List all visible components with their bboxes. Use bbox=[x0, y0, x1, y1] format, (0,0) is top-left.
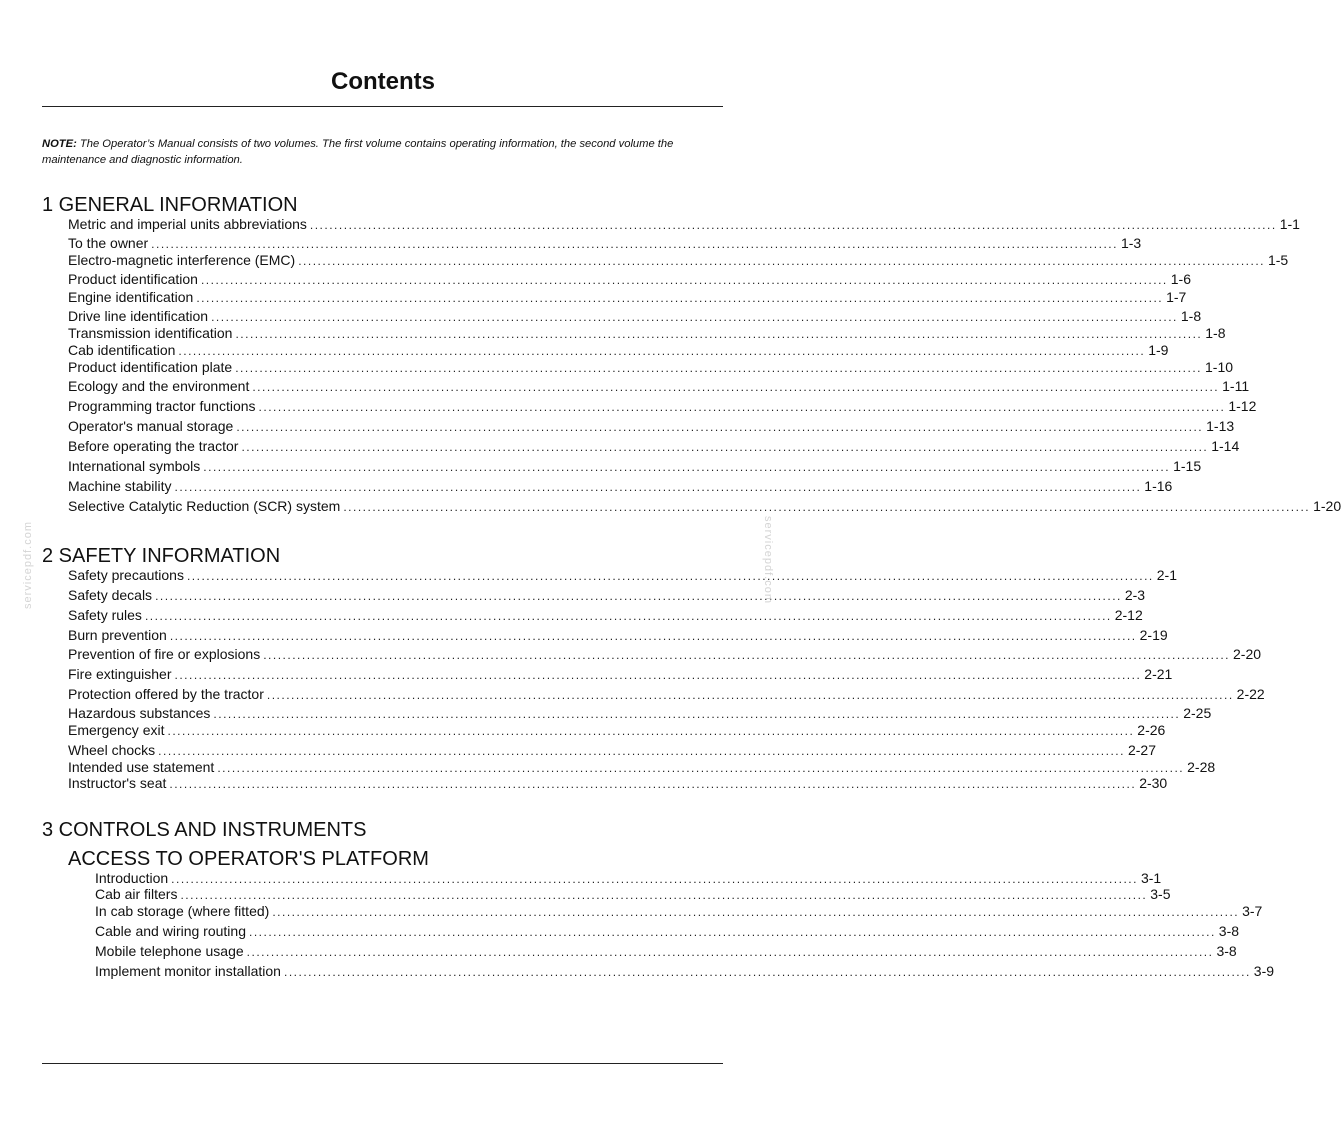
toc-entry[interactable] bbox=[68, 289, 1187, 307]
dot-leader: ........................................................................................................................................................................................................ bbox=[258, 400, 1226, 414]
dot-leader: ........................................................................................................................................................................................................ bbox=[174, 668, 1142, 682]
page-title: Contents bbox=[331, 68, 435, 95]
dot-leader: ........................................................................................................................................................................................................ bbox=[241, 440, 1209, 454]
dot-leader: ........................................................................................................................................................................................................ bbox=[343, 500, 1311, 514]
toc-entry-page: 1-11 bbox=[1222, 378, 1250, 394]
dot-leader: ........................................................................................................................................................................................................ bbox=[235, 327, 1203, 341]
toc-entry-page: 2-20 bbox=[1233, 646, 1262, 662]
toc-entry[interactable] bbox=[68, 498, 1341, 516]
toc-entry-page: 3-8 bbox=[1216, 943, 1237, 959]
toc-entry[interactable] bbox=[95, 963, 1275, 981]
toc-entry-title: In cab storage (where fitted) bbox=[95, 903, 270, 919]
toc-entry-title: Electro-magnetic interference (EMC) bbox=[68, 252, 296, 268]
dot-leader: ........................................................................................................................................................................................................ bbox=[272, 905, 1240, 919]
dot-leader: ........................................................................................................................................................................................................ bbox=[252, 380, 1220, 394]
toc-entry-page: 1-8 bbox=[1180, 308, 1202, 324]
dot-leader: ........................................................................................................................................................................................................ bbox=[211, 310, 1178, 324]
toc-entry-title: Operator's manual storage bbox=[68, 418, 234, 434]
toc-entry-page: 1-13 bbox=[1206, 418, 1235, 434]
toc-entry-title: Ecology and the environment bbox=[68, 378, 250, 394]
toc-entry-title: Prevention of fire or explosions bbox=[68, 646, 261, 662]
toc-entry[interactable] bbox=[68, 438, 1240, 456]
toc-entry[interactable] bbox=[68, 775, 1168, 793]
dot-leader: ........................................................................................................................................................................................................ bbox=[158, 744, 1125, 758]
dot-leader: ........................................................................................................................................................................................................ bbox=[169, 629, 1137, 643]
toc-entry[interactable] bbox=[68, 342, 1169, 360]
dot-leader: ........................................................................................................................................................................................................ bbox=[171, 872, 1138, 886]
toc-entry-title: Introduction bbox=[95, 870, 169, 886]
toc-entry-page: 1-8 bbox=[1205, 325, 1226, 341]
toc-entry-page: 1-6 bbox=[1170, 271, 1191, 287]
watermark-right: servicepdf.com bbox=[762, 516, 774, 604]
dot-leader: ........................................................................................................................................................................................................ bbox=[309, 218, 1277, 232]
toc-entry[interactable] bbox=[68, 271, 1191, 289]
note bbox=[42, 136, 732, 168]
dot-leader: ........................................................................................................................................................................................................ bbox=[283, 965, 1251, 979]
toc-entry-title: Intended use statement bbox=[68, 759, 215, 775]
dot-leader: ........................................................................................................................................................................................................ bbox=[217, 761, 1185, 775]
watermark-left: servicepdf.com bbox=[22, 521, 34, 609]
toc-entry-title: Safety precautions bbox=[68, 567, 184, 583]
toc-entry[interactable] bbox=[68, 308, 1202, 326]
toc-entry-page: 3-7 bbox=[1242, 903, 1263, 919]
toc-entry-page: 1-1 bbox=[1279, 216, 1300, 232]
toc-entry-title: Cab air filters bbox=[95, 886, 178, 902]
dot-leader: ........................................................................................................................................................................................................ bbox=[155, 589, 1122, 603]
toc-entry-page: 1-12 bbox=[1228, 398, 1257, 414]
toc-entry-title: Safety rules bbox=[68, 607, 142, 623]
toc-entry-title: Product identification bbox=[68, 271, 198, 287]
toc-entry[interactable] bbox=[68, 567, 1177, 585]
toc-entry-page: 3-8 bbox=[1218, 923, 1240, 939]
dot-leader: ........................................................................................................................................................................................................ bbox=[186, 569, 1154, 583]
toc-entry-page: 2-26 bbox=[1137, 722, 1166, 738]
section-heading-general: 1 GENERAL INFORMATION bbox=[42, 194, 298, 216]
toc-entry[interactable] bbox=[95, 943, 1237, 961]
toc-entry-title: Engine identification bbox=[68, 289, 194, 305]
toc-entry[interactable] bbox=[68, 478, 1173, 496]
toc-entry[interactable] bbox=[68, 607, 1143, 625]
toc-entry-page: 2-3 bbox=[1124, 587, 1146, 603]
toc-entry-title: Product identification plate bbox=[68, 359, 233, 375]
section-heading-controls: 3 CONTROLS AND INSTRUMENTS bbox=[42, 819, 367, 841]
dot-leader: ........................................................................................................................................................................................................ bbox=[203, 460, 1171, 474]
dot-leader: ........................................................................................................................................................................................................ bbox=[236, 420, 1204, 434]
toc-entry-page: 1-14 bbox=[1211, 438, 1240, 454]
toc-entry[interactable] bbox=[68, 458, 1202, 476]
dot-leader: ........................................................................................................................................................................................................ bbox=[174, 480, 1142, 494]
toc-entry-page: 2-21 bbox=[1144, 666, 1173, 682]
section-heading-safety: 2 SAFETY INFORMATION bbox=[42, 545, 281, 567]
toc-entry[interactable] bbox=[68, 398, 1257, 416]
toc-entry-page: 2-1 bbox=[1156, 567, 1177, 583]
dot-leader: ........................................................................................................................................................................................................ bbox=[263, 648, 1231, 662]
toc-entry[interactable] bbox=[68, 418, 1235, 436]
toc-entry-title: Programming tractor functions bbox=[68, 398, 256, 414]
toc-entry[interactable] bbox=[68, 359, 1234, 377]
toc-entry-page: 2-27 bbox=[1127, 742, 1156, 758]
toc-entry-page: 2-30 bbox=[1139, 775, 1168, 791]
toc-entry-title: Selective Catalytic Reduction (SCR) system bbox=[68, 498, 341, 514]
toc-entry-page: 2-25 bbox=[1183, 705, 1212, 721]
dot-leader: ........................................................................................................................................................................................................ bbox=[169, 777, 1137, 791]
toc-entry[interactable] bbox=[68, 742, 1156, 760]
toc-entry-title: International symbols bbox=[68, 458, 201, 474]
toc-entry-title: Burn prevention bbox=[68, 627, 167, 643]
dot-leader: ........................................................................................................................................................................................................ bbox=[180, 888, 1148, 902]
toc-entry-title: Hazardous substances bbox=[68, 705, 211, 721]
toc-entry-page: 2-19 bbox=[1139, 627, 1168, 643]
toc-entry[interactable] bbox=[68, 627, 1168, 645]
toc-entry-page: 1-5 bbox=[1267, 252, 1289, 268]
toc-entry[interactable] bbox=[68, 587, 1146, 605]
dot-leader: ........................................................................................................................................................................................................ bbox=[246, 945, 1214, 959]
toc-entry-page: 1-9 bbox=[1148, 342, 1169, 358]
toc-entry[interactable] bbox=[95, 923, 1240, 941]
toc-entry[interactable] bbox=[68, 646, 1262, 664]
toc-entry-page: 1-3 bbox=[1120, 235, 1142, 251]
dot-leader: ........................................................................................................................................................................................................ bbox=[298, 254, 1265, 268]
toc-entry-title: Cable and wiring routing bbox=[95, 923, 246, 939]
toc-entry-title: Wheel chocks bbox=[68, 742, 156, 758]
toc-entry[interactable] bbox=[68, 235, 1142, 253]
toc-entry[interactable] bbox=[95, 886, 1171, 904]
note-label: NOTE: bbox=[42, 138, 77, 150]
toc-entry-page: 1-16 bbox=[1144, 478, 1173, 494]
toc-entry-page: 2-28 bbox=[1187, 759, 1216, 775]
toc-entry[interactable] bbox=[68, 378, 1250, 396]
toc-entry-page: 1-15 bbox=[1173, 458, 1202, 474]
toc-entry-title: Metric and imperial units abbreviations bbox=[68, 216, 307, 232]
toc-entry[interactable] bbox=[68, 216, 1300, 234]
toc-entry-title: Safety decals bbox=[68, 587, 153, 603]
toc-entry-title: Implement monitor installation bbox=[95, 963, 281, 979]
toc-entry-title: Machine stability bbox=[68, 478, 172, 494]
toc-entry[interactable] bbox=[68, 722, 1166, 740]
toc-entry[interactable] bbox=[68, 666, 1173, 684]
dot-leader: ........................................................................................................................................................................................................ bbox=[200, 273, 1168, 287]
toc-entry[interactable] bbox=[68, 705, 1212, 723]
dot-leader: ........................................................................................................................................................................................................ bbox=[178, 344, 1146, 358]
dot-leader: ........................................................................................................................................................................................................ bbox=[151, 237, 1118, 251]
footer-rule bbox=[42, 1063, 723, 1064]
note-text: The Operator’s Manual consists of two volumes. The first volume contains operating information, the second volume the maintenance and diagnostic information. bbox=[42, 138, 674, 166]
toc-entry-title: Emergency exit bbox=[68, 722, 165, 738]
dot-leader: ........................................................................................................................................................................................................ bbox=[167, 724, 1135, 738]
dot-leader: ........................................................................................................................................................................................................ bbox=[235, 361, 1203, 375]
toc-entry-title: Cab identification bbox=[68, 342, 176, 358]
dot-leader: ........................................................................................................................................................................................................ bbox=[266, 688, 1234, 702]
toc-entry[interactable] bbox=[68, 325, 1226, 343]
toc-entry-title: Instructor's seat bbox=[68, 775, 167, 791]
toc-entry-title: Fire extinguisher bbox=[68, 666, 172, 682]
toc-entry[interactable] bbox=[68, 686, 1265, 704]
toc-entry-title: Before operating the tractor bbox=[68, 438, 239, 454]
toc-entry-title: Drive line identification bbox=[68, 308, 209, 324]
toc-entry-page: 1-10 bbox=[1205, 359, 1234, 375]
toc-entry-page: 3-5 bbox=[1150, 886, 1171, 902]
toc-entry-page: 2-12 bbox=[1114, 607, 1143, 623]
toc-entry-page: 2-22 bbox=[1236, 686, 1265, 702]
toc-entry-title: Protection offered by the tractor bbox=[68, 686, 264, 702]
toc-entry-title: Transmission identification bbox=[68, 325, 233, 341]
toc-entry[interactable] bbox=[68, 252, 1289, 270]
subsection-heading-access: ACCESS TO OPERATOR'S PLATFORM bbox=[68, 848, 429, 870]
toc-entry-page: 1-7 bbox=[1166, 289, 1187, 305]
dot-leader: ........................................................................................................................................................................................................ bbox=[248, 925, 1216, 939]
toc-entry-page: 3-9 bbox=[1253, 963, 1275, 979]
dot-leader: ........................................................................................................................................................................................................ bbox=[144, 609, 1112, 623]
title-rule bbox=[42, 106, 723, 107]
dot-leader: ........................................................................................................................................................................................................ bbox=[196, 291, 1164, 305]
toc-entry[interactable] bbox=[95, 903, 1263, 921]
toc-entry-title: To the owner bbox=[68, 235, 149, 251]
toc-entry-page: 3-1 bbox=[1140, 870, 1162, 886]
dot-leader: ........................................................................................................................................................................................................ bbox=[213, 707, 1181, 721]
toc-entry-title: Mobile telephone usage bbox=[95, 943, 244, 959]
toc-entry-page: 1-20 bbox=[1313, 498, 1341, 514]
